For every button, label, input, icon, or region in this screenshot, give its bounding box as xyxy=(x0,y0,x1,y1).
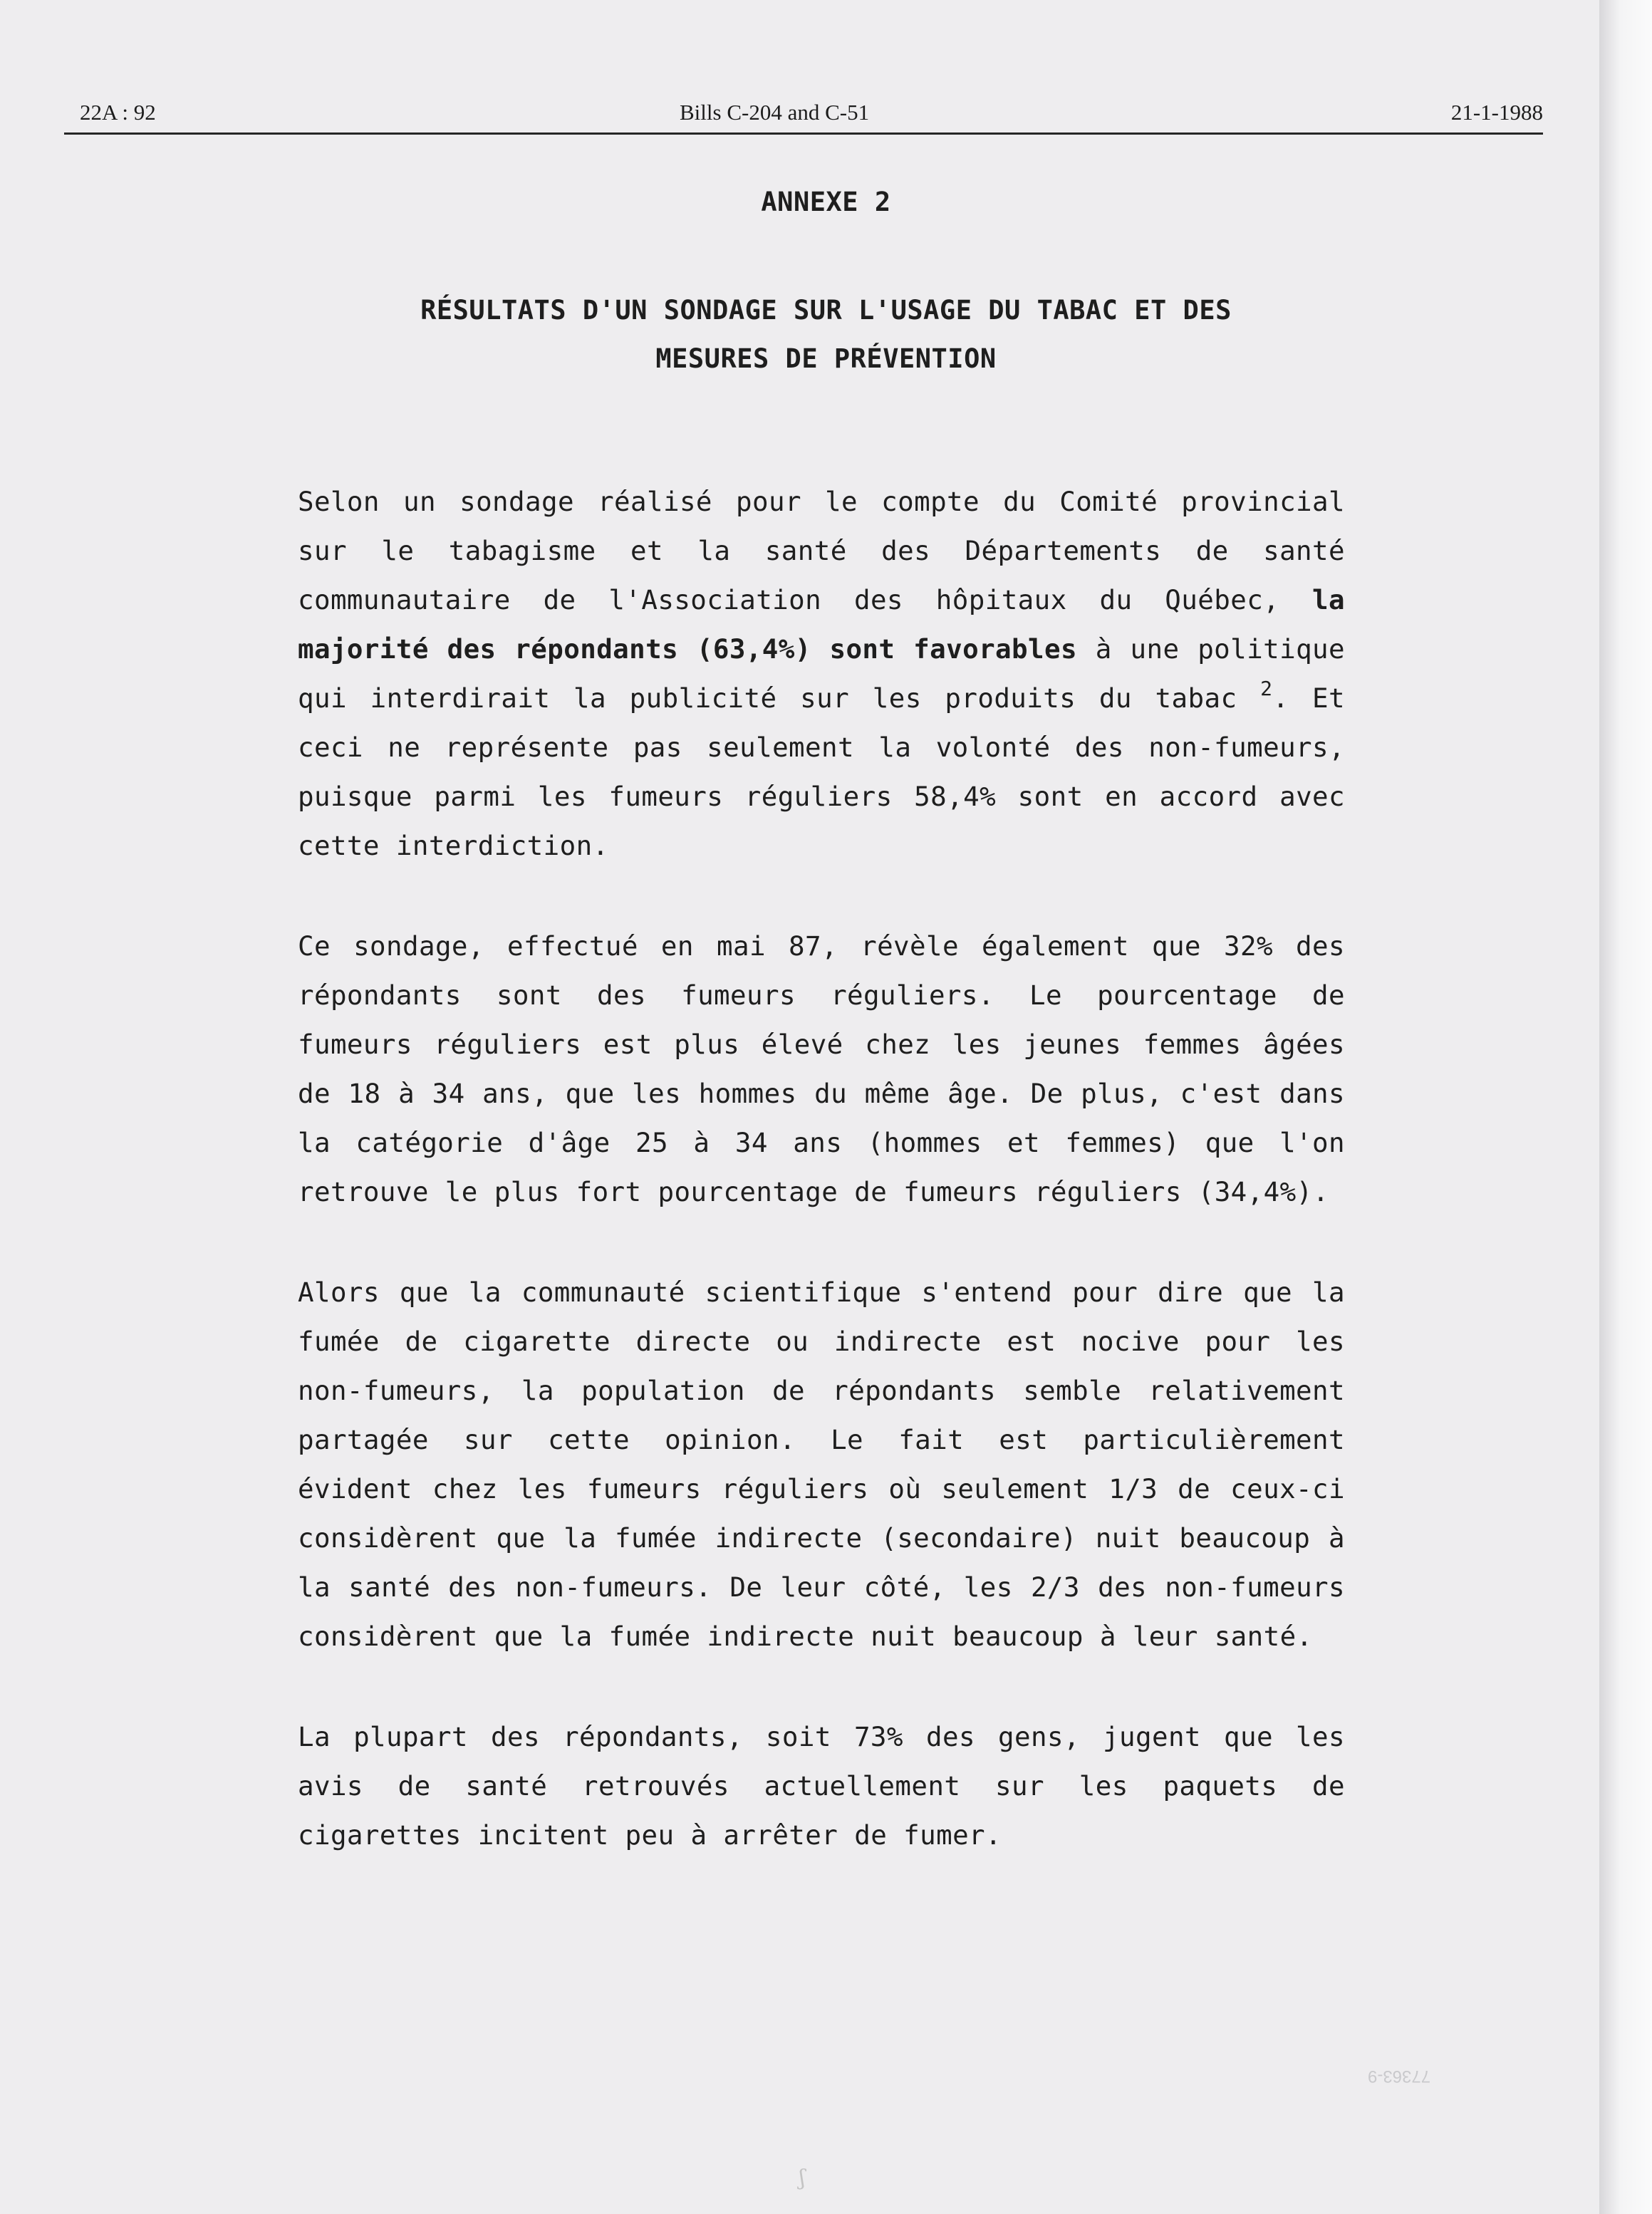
paragraph-gap xyxy=(298,870,1345,922)
paper-mark: ʃ xyxy=(799,2166,806,2190)
paragraph-1-text-c: . Et ceci ne représente pas seulement la volonté des non-fumeurs, puisque parmi les fumeurs réguliers 58,4% sont en accord avec cette interdiction. xyxy=(298,682,1345,861)
bleed-through-stamp: 77363-9 xyxy=(1368,2067,1431,2086)
paragraph-1-emphasis: la majorité des répondants (63,4%) sont favorables xyxy=(298,584,1345,665)
paragraph-2: Ce sondage, effectué en mai 87, révèle également que 32% des répondants sont des fumeurs réguliers. Le pourcentage de fumeurs réguliers est plus élevé chez les jeunes femmes âgées de 18 à 34 ans, que les hommes du même âge. De plus, c'est dans la catégorie d'âge 25 à 34 ans (hommes et femmes) que l'on retrouve le plus fort pourcentage de fumeurs réguliers (34,4%). xyxy=(298,930,1345,1207)
section-title xyxy=(0,286,1652,383)
running-head-date: 21-1-1988 xyxy=(1450,100,1543,125)
header-rule xyxy=(64,132,1543,135)
annex-label: ANNEXE 2 xyxy=(761,187,891,217)
paragraph-gap xyxy=(298,1217,1345,1268)
paragraph-3: Alors que la communauté scientifique s'entend pour dire que la fumée de cigarette directe ou indirecte est nocive pour les non-fumeurs, la population de répondants semble relativement partagée sur cette opinion. Le fait est particulièrement évident chez les fumeurs réguliers où seulement 1/3 de ceux-ci considèrent que la fumée indirecte (secondaire) nuit beaucoup à la santé des non-fumeurs. De leur côté, les 2/3 des non-fumeurs considèrent que la fumée indirecte nuit beaucoup à leur santé. xyxy=(298,1277,1345,1652)
body-text xyxy=(298,477,1345,1860)
paragraph-1-text-b: à une politique qui interdirait la publicité sur les produits du tabac xyxy=(298,633,1345,714)
paragraph-1-text-a: Selon un sondage réalisé pour le compte du Comité provincial sur le tabagisme et la santé des Départements de santé communautaire de l'Association des hôpitaux du Québec, xyxy=(298,486,1345,615)
paragraph-1 xyxy=(298,477,1345,870)
paragraph-4: La plupart des répondants, soit 73% des gens, jugent que les avis de santé retrouvés actuellement sur les paquets de cigarettes incitent peu à arrêter de fumer. xyxy=(298,1721,1345,1851)
footnote-reference: 2 xyxy=(1260,676,1273,700)
section-title-line-1: RÉSULTATS D'UN SONDAGE SUR L'USAGE DU TABAC ET DES xyxy=(420,295,1232,326)
page-number: 22A : 92 xyxy=(80,100,156,125)
running-head-title: Bills C-204 and C-51 xyxy=(680,100,870,125)
paragraph-gap xyxy=(298,1661,1345,1713)
running-head xyxy=(64,97,1543,132)
section-title-line-2: MESURES DE PRÉVENTION xyxy=(655,343,997,374)
